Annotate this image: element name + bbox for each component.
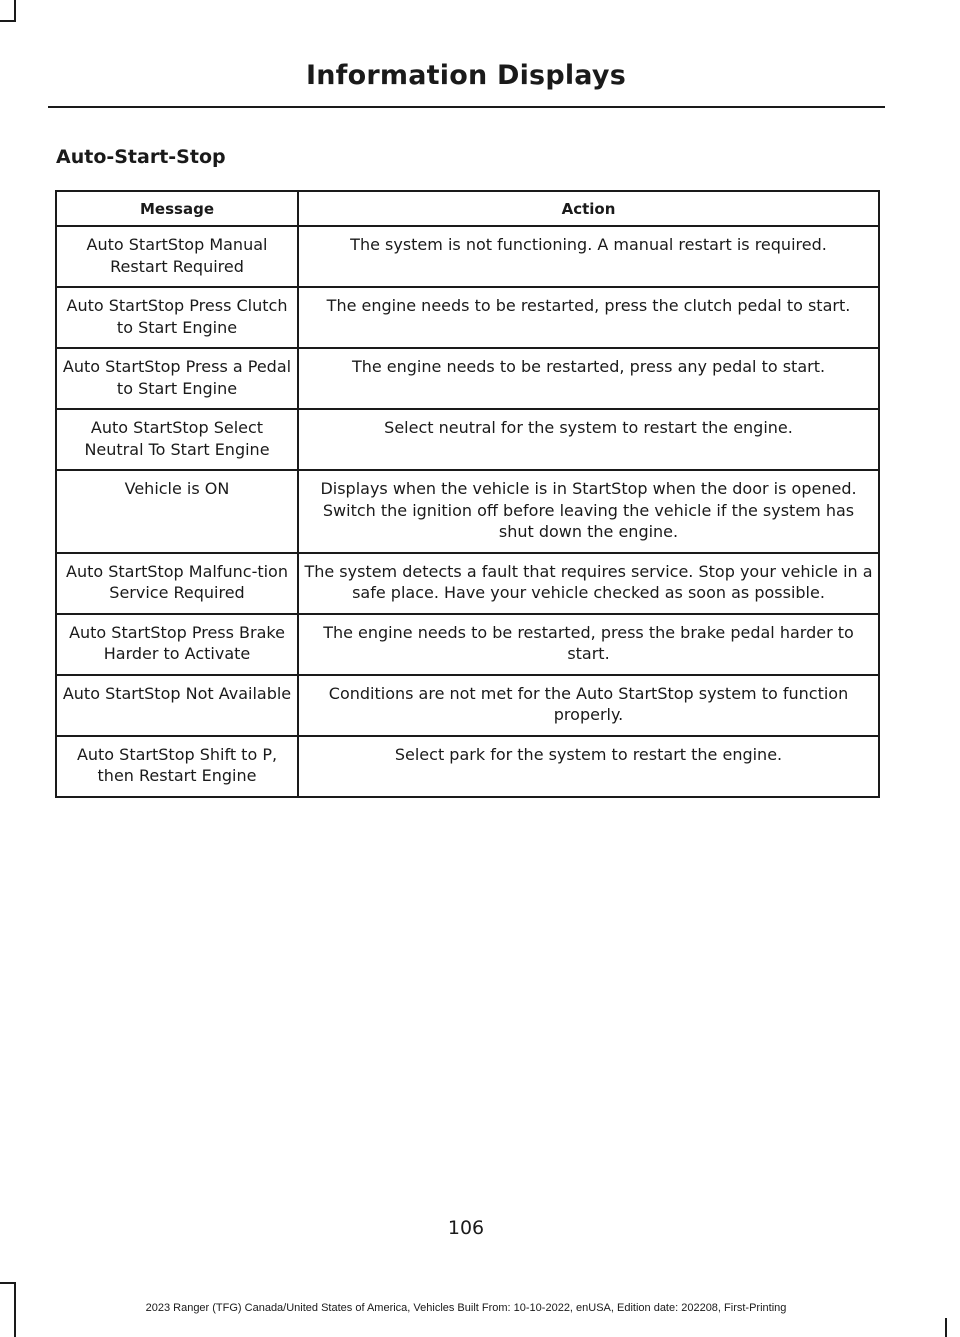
message-cell: Auto StartStop Select Neutral To Start Engine: [56, 409, 298, 470]
action-cell: The engine needs to be restarted, press any pedal to start.: [298, 348, 879, 409]
action-cell: Select neutral for the system to restart the engine.: [298, 409, 879, 470]
message-table: [55, 190, 880, 798]
table-header-row: [56, 191, 879, 226]
message-cell: Auto StartStop Press Clutch to Start Engine: [56, 287, 298, 348]
table-row: [56, 348, 879, 409]
footer-edition-text: 2023 Ranger (TFG) Canada/United States of America, Vehicles Built From: 10-10-2022, enUSA, Edition date: 202208, First-Printing: [145, 1302, 787, 1314]
header-divider: [48, 106, 885, 108]
table-row: [56, 553, 879, 614]
message-cell: Auto StartStop Press a Pedal to Start Engine: [56, 348, 298, 409]
message-cell: Auto StartStop Press Brake Harder to Activate: [56, 614, 298, 675]
page-header-title: Information Displays: [306, 60, 626, 91]
crop-mark-bottom-left-h: [0, 1282, 16, 1284]
message-cell: Vehicle is ON: [56, 470, 298, 553]
action-cell: Conditions are not met for the Auto StartStop system to function properly.: [298, 675, 879, 736]
table-row: [56, 736, 879, 797]
message-cell: Auto StartStop Shift to P, then Restart Engine: [56, 736, 298, 797]
action-cell: The system is not functioning. A manual restart is required.: [298, 226, 879, 287]
crop-mark-bottom-right: [945, 1318, 947, 1337]
column-header-message: Message: [56, 191, 298, 226]
column-header-action: Action: [298, 191, 879, 226]
crop-mark-top-left: [14, 0, 16, 20]
table-row: [56, 675, 879, 736]
message-cell: Auto StartStop Manual Restart Required: [56, 226, 298, 287]
action-cell: Displays when the vehicle is in StartStop when the door is opened. Switch the ignition off before leaving the vehicle if the system has shut down the engine.: [298, 470, 879, 553]
section-title: Auto-Start-Stop: [56, 146, 226, 168]
action-cell: The engine needs to be restarted, press the brake pedal harder to start.: [298, 614, 879, 675]
table-row: [56, 470, 879, 553]
action-cell: Select park for the system to restart the engine.: [298, 736, 879, 797]
action-cell: The system detects a fault that requires service. Stop your vehicle in a safe place. Have your vehicle checked as soon as possible.: [298, 553, 879, 614]
action-cell: The engine needs to be restarted, press the clutch pedal to start.: [298, 287, 879, 348]
message-cell: Auto StartStop Malfunc-tion Service Required: [56, 553, 298, 614]
crop-mark-top-left-h: [0, 20, 16, 22]
message-cell: Auto StartStop Not Available: [56, 675, 298, 736]
table-row: [56, 226, 879, 287]
table-row: [56, 409, 879, 470]
table-row: [56, 614, 879, 675]
table-row: [56, 287, 879, 348]
page-number: 106: [447, 1217, 485, 1239]
